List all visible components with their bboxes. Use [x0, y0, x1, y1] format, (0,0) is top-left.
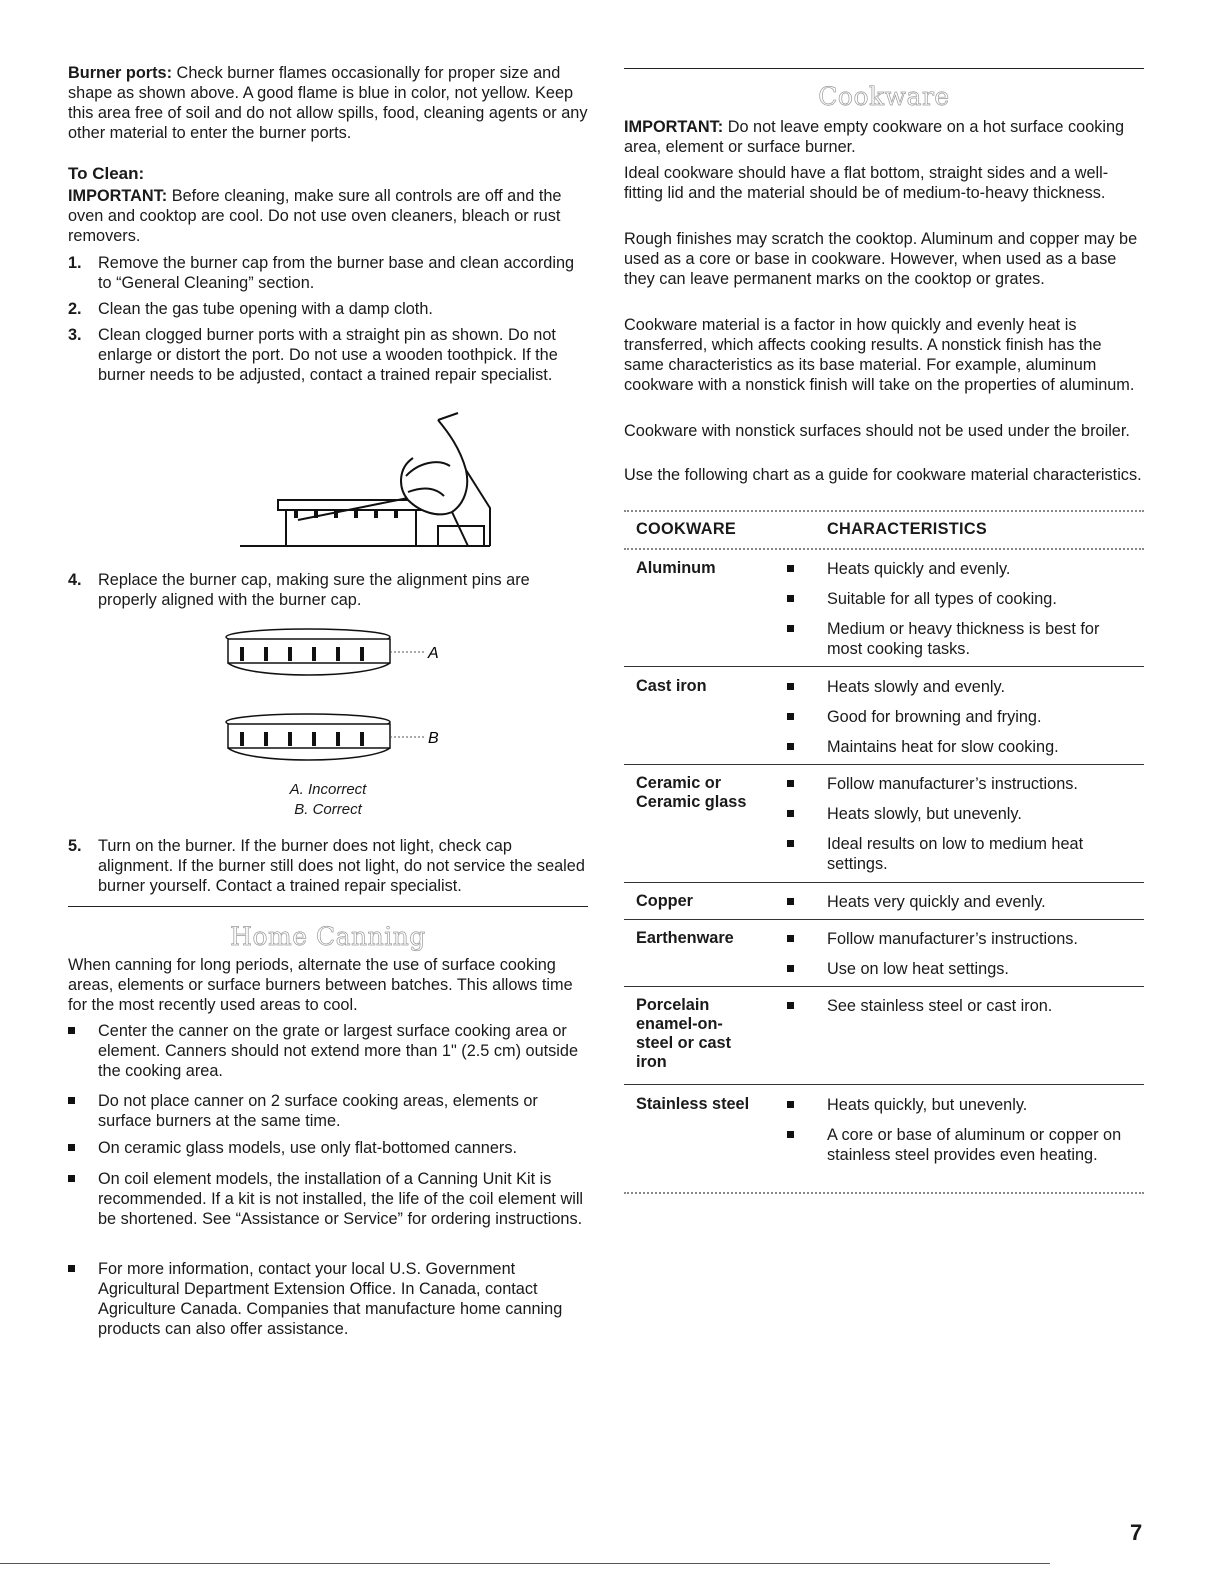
bullet-text: On ceramic glass models, use only flat-bottomed canners. [98, 1139, 517, 1157]
table-bottom-border [624, 1192, 1144, 1194]
bullet-square [787, 743, 794, 750]
bullet-square [787, 898, 794, 905]
material-name: Cast iron [636, 677, 707, 695]
step-number: 1. [68, 254, 82, 272]
step-text: Clean the gas tube opening with a damp cloth. [98, 300, 433, 318]
characteristic: Good for browning and frying. [827, 708, 1042, 726]
characteristic: Follow manufacturer’s instructions. [827, 775, 1078, 793]
characteristic: Medium or heavy thickness is best for most cooking tasks. [827, 620, 1100, 658]
table-header-characteristics: CHARACTERISTICS [827, 520, 988, 538]
page-number: 7 [1130, 1520, 1143, 1545]
bullet-square [68, 1265, 75, 1272]
divider [624, 68, 1144, 69]
material-name: Aluminum [636, 559, 716, 577]
bullet-square [787, 625, 794, 632]
table-top-border [624, 510, 1144, 512]
characteristic: Heats slowly and evenly. [827, 678, 1005, 696]
characteristic: Heats slowly, but unevenly. [827, 805, 1022, 823]
label-b: B [428, 730, 439, 747]
row-divider [624, 919, 1144, 920]
bullet-square [787, 780, 794, 787]
bullet-square [68, 1097, 75, 1104]
burner-cleaning-illustration [238, 408, 498, 553]
canning-bullet [68, 1169, 588, 1229]
step-text: Remove the burner cap from the burner base and clean according to “General Cleaning” section. [98, 254, 575, 292]
step-text: Clean clogged burner ports with a straight pin as shown. Do not enlarge or distort the port. Do not use a wooden toothpick. If the burner needs to be adjusted, contact a trained repair specialist. [98, 326, 558, 384]
label-a: A [428, 645, 439, 662]
canning-bullet [68, 1021, 588, 1081]
canning-bullet [68, 1091, 588, 1131]
burner-ports-heading: Burner ports: [68, 64, 173, 82]
important-label: IMPORTANT: [68, 187, 168, 205]
step-number: 4. [68, 571, 82, 589]
step-3 [68, 325, 588, 385]
canning-bullet [68, 1138, 588, 1158]
step-text: Replace the burner cap, making sure the alignment pins are properly aligned with the burner cap. [98, 571, 530, 609]
burner-ports-paragraph [68, 63, 588, 143]
bullet-text: On coil element models, the installation of a Canning Unit Kit is recommended. If a kit is not installed, the life of the coil element will be shortened. See “Assistance or Service” for ordering instructions. [98, 1170, 584, 1228]
cookware-paragraph: Ideal cookware should have a flat bottom, straight sides and a well-fitting lid and the material should be of medium-to-heavy thickness. [624, 164, 1109, 202]
home-canning-title: Home Canning [230, 922, 426, 951]
cookware-paragraph: Cookware with nonstick surfaces should not be used under the broiler. [624, 422, 1130, 440]
row-divider [624, 666, 1144, 667]
caption-a: A. Incorrect [289, 781, 367, 798]
bullet-square [68, 1175, 75, 1182]
cookware-paragraph: Cookware material is a factor in how quickly and evenly heat is transferred, which affects cooking results. A nonstick finish has the same characteristics as its base material. For example, aluminum cookware with a nonstick finish will take on the properties of aluminum. [624, 316, 1135, 394]
step-1 [68, 253, 588, 293]
material-name: Earthenware [636, 929, 734, 947]
cookware-title: Cookware [818, 82, 950, 111]
characteristic: Maintains heat for slow cooking. [827, 738, 1059, 756]
to-clean-important [68, 186, 588, 246]
caption-b: B. Correct [294, 801, 362, 818]
bullet-square [787, 595, 794, 602]
characteristic: Ideal results on low to medium heat settings. [827, 835, 1084, 873]
step-number: 3. [68, 326, 82, 344]
row-divider [624, 1084, 1144, 1085]
bullet-square [787, 840, 794, 847]
step-number: 5. [68, 837, 82, 855]
characteristic: Heats quickly, but unevenly. [827, 1096, 1028, 1114]
bullet-square [68, 1144, 75, 1151]
material-name: Stainless steel [636, 1095, 750, 1113]
burner-ports-text: Check burner flames occasionally for proper size and shape as shown above. A good flame is blue in color, not yellow. Keep this area free of soil and do not allow spills, food, cleaning agents or any other material to enter the burner ports. [68, 64, 588, 142]
bullet-text: For more information, contact your local U.S. Government Agricultural Department Extension Office. In Canada, contact Agriculture Canada. Companies that manufacture home canning products can also offer assistance. [98, 1260, 563, 1338]
characteristic: Heats very quickly and evenly. [827, 893, 1046, 911]
material-name: Copper [636, 892, 693, 910]
bullet-square [787, 565, 794, 572]
bullet-text: Do not place canner on 2 surface cooking areas, elements or surface burners at the same time. [98, 1092, 538, 1130]
table-header-border [624, 548, 1144, 550]
table-header-cookware: COOKWARE [636, 520, 737, 538]
step-5 [68, 836, 588, 896]
bullet-square [787, 1002, 794, 1009]
bullet-square [787, 713, 794, 720]
important-text: Do not leave empty cookware on a hot surface cooking area, element or surface burner. [624, 118, 1125, 156]
row-divider [624, 986, 1144, 987]
row-divider [624, 764, 1144, 765]
step-text: Turn on the burner. If the burner does not light, check cap alignment. If the burner still does not light, do not service the sealed burner yourself. Contact a trained repair specialist. [98, 837, 585, 895]
divider [68, 906, 588, 907]
bullet-text: Center the canner on the grate or largest surface cooking area or element. Canners should not extend more than 1" (2.5 cm) outside the cooking area. [98, 1022, 579, 1080]
page-bottom-rule [0, 1563, 1050, 1564]
cookware-important [624, 117, 1144, 157]
canning-bullet [68, 1259, 588, 1339]
to-clean-heading: To Clean: [68, 164, 145, 183]
step-4 [68, 570, 588, 610]
bullet-square [787, 810, 794, 817]
bullet-square [68, 1027, 75, 1034]
bullet-square [787, 1101, 794, 1108]
row-divider [624, 882, 1144, 883]
material-name: Ceramic or Ceramic glass [636, 774, 747, 811]
step-2 [68, 299, 588, 319]
characteristic: A core or base of aluminum or copper on stainless steel provides even heating. [827, 1126, 1122, 1164]
characteristic: Heats quickly and evenly. [827, 560, 1011, 578]
cookware-paragraph: Rough finishes may scratch the cooktop. Aluminum and copper may be used as a core or base in cookware. However, when used as a base they can leave permanent marks on the cooktop or grates. [624, 230, 1138, 288]
characteristic: See stainless steel or cast iron. [827, 997, 1053, 1015]
bullet-square [787, 965, 794, 972]
bullet-square [787, 1131, 794, 1138]
bullet-square [787, 683, 794, 690]
burner-cap-incorrect-illustration [218, 625, 458, 690]
home-canning-intro: When canning for long periods, alternate the use of surface cooking areas, elements or surface burners between batches. This allows time for the most recently used areas to cool. [68, 956, 573, 1014]
step-number: 2. [68, 300, 82, 318]
characteristic: Use on low heat settings. [827, 960, 1009, 978]
cookware-paragraph: Use the following chart as a guide for cookware material characteristics. [624, 466, 1142, 484]
characteristic: Suitable for all types of cooking. [827, 590, 1057, 608]
material-name: Porcelain enamel-on-steel or cast iron [636, 996, 732, 1071]
important-label: IMPORTANT: [624, 118, 724, 136]
important-text: Before cleaning, make sure all controls are off and the oven and cooktop are cool. Do not use oven cleaners, bleach or rust removers. [68, 187, 562, 245]
bullet-square [787, 935, 794, 942]
characteristic: Follow manufacturer’s instructions. [827, 930, 1078, 948]
burner-cap-correct-illustration [218, 710, 458, 775]
